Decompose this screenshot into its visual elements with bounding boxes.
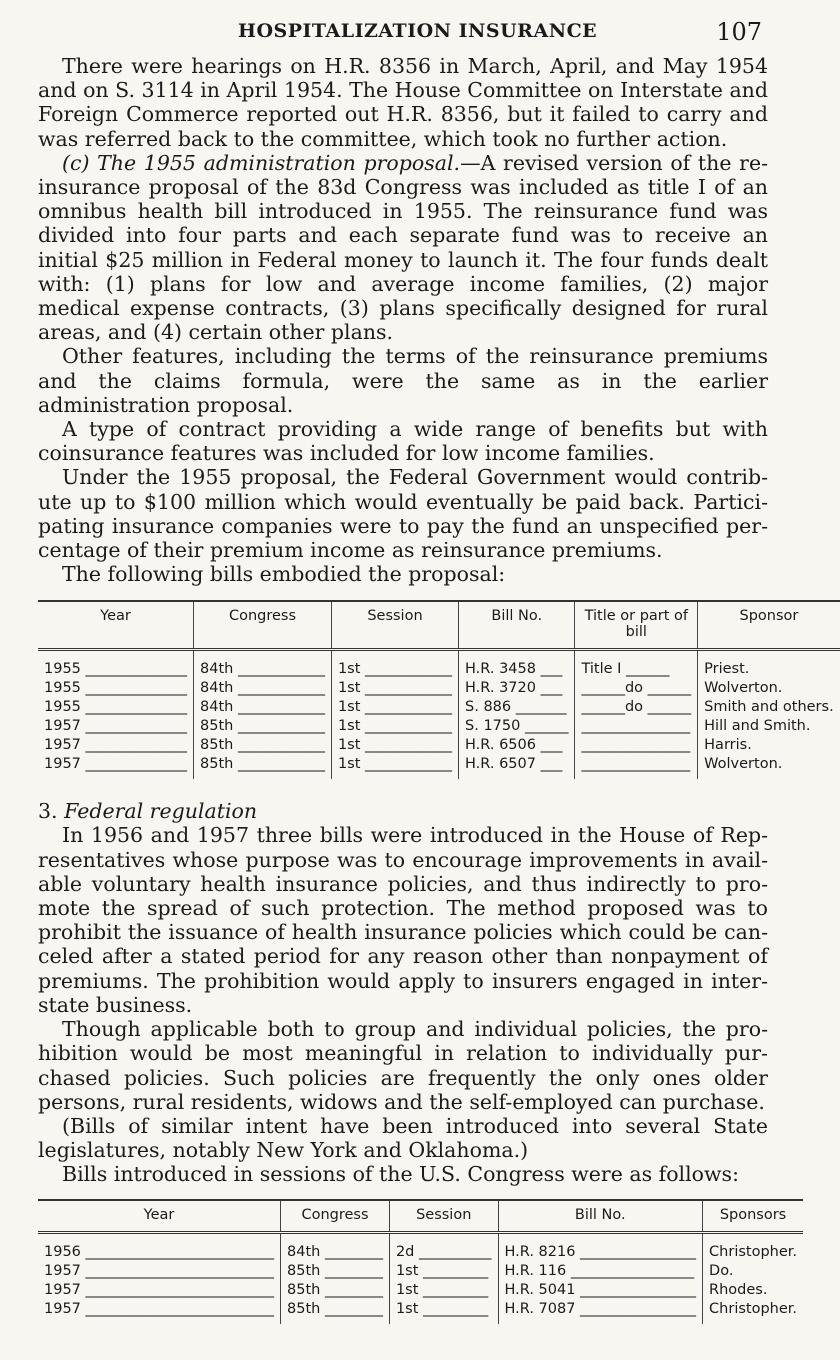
- cell-year: 1955 ______________: [44, 680, 188, 697]
- cell-bill-no: S. 886 _______: [459, 698, 575, 717]
- cell-bill-no: H.R. 3458 ___: [459, 650, 575, 680]
- col-congress: Congress: [194, 601, 332, 650]
- cell-sponsors: Rhodes.: [703, 1281, 803, 1300]
- paragraph-bills-introduced: Bills introduced in sessions of the U.S. Congress were as follows:: [62, 1162, 739, 1187]
- col-congress: Congress: [281, 1200, 390, 1233]
- cell-title: Title I ______: [575, 650, 698, 680]
- col-session: Session: [389, 1200, 498, 1233]
- cell-year: 1955 ______________: [44, 699, 188, 716]
- col-session: Session: [331, 601, 458, 650]
- cell-title: _______________: [575, 717, 698, 736]
- paragraph-federal-regulation: In 1956 and 1957 three bills were introduced in the House of Rep-resentatives whose purpose was to encourage improvements in avail-able voluntary health insurance policies, and thus indirectly to pro-mote the spread of such protection. The method proposed was to prohibit the issuance of health insurance policies which could be can-celed after a stated period for any reason other than nonpayment of premiums. The prohibition would apply to insurers engaged in inter-state business.: [38, 823, 768, 1017]
- cell-congress: 85th ____________: [194, 736, 332, 755]
- section-number: 3.: [38, 799, 58, 824]
- cell-year: 1957 __________________________: [44, 1262, 275, 1279]
- cell-year: 1956 __________________________: [44, 1243, 275, 1260]
- paragraph-federal-contribution: Under the 1955 proposal, the Federal Government would contrib-ute up to $100 million which would eventually be paid back. Partici-pating insurance companies were to pay the fund an unspecified per-centage of their premium income as reinsurance premiums.: [38, 465, 768, 563]
- cell-title: _______________: [575, 736, 698, 755]
- cell-session: 2d __________: [389, 1232, 498, 1262]
- cell-title: ______do ______: [575, 698, 698, 717]
- table-row: [38, 736, 840, 755]
- cell-sponsor: Harris.: [698, 736, 840, 755]
- paragraph-1955-proposal: [38, 151, 768, 345]
- table-row: [38, 1262, 803, 1281]
- cell-year: 1957 ______________: [44, 756, 188, 773]
- document-page: [38, 18, 834, 1324]
- table-row: [38, 1300, 803, 1324]
- cell-sponsor: Hill and Smith.: [698, 717, 840, 736]
- table-header-row: [38, 1200, 803, 1233]
- paragraph-contract-type: A type of contract providing a wide range of benefits but with coinsurance features was included for low income families.: [38, 417, 768, 466]
- cell-congress: 84th ____________: [194, 698, 332, 717]
- cell-congress: 85th ________: [281, 1262, 390, 1281]
- cell-session: 1st ____________: [331, 698, 458, 717]
- paragraph-hearings: There were hearings on H.R. 8356 in March, April, and May 1954 and on S. 3114 in April 1954. The House Committee on Interstate and Foreign Commerce reported out H.R. 8356, but it failed to carry and was referred back to the committee, which took no further action.: [38, 54, 768, 151]
- cell-session: 1st _________: [389, 1300, 498, 1324]
- cell-session: 1st _________: [389, 1262, 498, 1281]
- cell-bill-no: H.R. 6506 ___: [459, 736, 575, 755]
- paragraph-applicability: Though applicable both to group and individual policies, the pro-hibition would be most meaningful in relation to individually pur-chased policies. Such policies are frequently the only ones older persons, rural residents, widows and the self-employed can purchase.: [38, 1017, 768, 1114]
- page-number: 107: [716, 18, 762, 46]
- table-row: [38, 1232, 803, 1262]
- cell-session: 1st ____________: [331, 755, 458, 779]
- cell-bill-no: H.R. 7087 ________________: [498, 1300, 703, 1324]
- table-row: [38, 650, 840, 680]
- cell-session: 1st ____________: [331, 679, 458, 698]
- cell-sponsors: Christopher.: [703, 1300, 803, 1324]
- cell-sponsor: Wolverton.: [698, 755, 840, 779]
- cell-session: 1st ____________: [331, 736, 458, 755]
- cell-session: 1st ____________: [331, 650, 458, 680]
- cell-bill-no: H.R. 5041 ________________: [498, 1281, 703, 1300]
- cell-session: 1st ____________: [331, 717, 458, 736]
- cell-bill-no: H.R. 116 _________________: [498, 1262, 703, 1281]
- cell-title: ______do ______: [575, 679, 698, 698]
- table-row: [38, 717, 840, 736]
- cell-congress: 85th ____________: [194, 717, 332, 736]
- cell-bill-no: H.R. 8216 ________________: [498, 1232, 703, 1262]
- cell-congress: 85th ________: [281, 1300, 390, 1324]
- cell-year: 1957 ______________: [44, 737, 188, 754]
- cell-congress: 84th ____________: [194, 650, 332, 680]
- col-year: Year: [38, 1200, 281, 1233]
- cell-session: 1st _________: [389, 1281, 498, 1300]
- section-heading: [38, 799, 768, 823]
- bills-table-1956: [38, 1199, 803, 1324]
- paragraph-state-legislatures: (Bills of similar intent have been introduced into several State legislatures, notably New York and Oklahoma.): [38, 1113, 768, 1163]
- table-row: [38, 755, 840, 779]
- col-title: Title or part of bill: [575, 601, 698, 650]
- cell-congress: 84th ____________: [194, 679, 332, 698]
- cell-sponsors: Christopher.: [703, 1232, 803, 1262]
- col-sponsor: Sponsor: [698, 601, 840, 650]
- cell-bill-no: H.R. 3720 ___: [459, 679, 575, 698]
- col-bill-no: Bill No.: [459, 601, 575, 650]
- cell-year: 1955 ______________: [44, 661, 188, 678]
- running-head: HOSPITALIZATION INSURANCE: [238, 20, 598, 42]
- table-header-row: [38, 601, 840, 650]
- cell-congress: 84th ________: [281, 1232, 390, 1262]
- bills-table-1955: [38, 600, 840, 779]
- col-year: Year: [38, 601, 194, 650]
- cell-bill-no: S. 1750 ______: [459, 717, 575, 736]
- cell-sponsor: Priest.: [698, 650, 840, 680]
- subsection-label: (c) The 1955 administration proposal.: [62, 150, 461, 175]
- paragraph-other-features: Other features, including the terms of the reinsurance premiums and the claims formula, were the same as in the earlier administration proposal.: [38, 344, 768, 417]
- cell-sponsors: Do.: [703, 1262, 803, 1281]
- paragraph-bills-intro: The following bills embodied the proposal:: [62, 562, 506, 587]
- cell-sponsor: Smith and others.: [698, 698, 840, 717]
- cell-bill-no: H.R. 6507 ___: [459, 755, 575, 779]
- paragraph-text: —A revised version of the re-insurance proposal of the 83d Congress was included as title I of an omnibus health bill introduced in 1955. The reinsurance fund was divided into four parts and each separate fund was to receive an initial $25 million in Federal money to launch it. The four funds dealt with: (1) plans for low and average income families, (2) major medical expense contracts, (3) plans specifically designed for rural areas, and (4) certain other plans.: [38, 150, 768, 345]
- section-title: Federal regulation: [64, 799, 258, 824]
- col-bill-no: Bill No.: [498, 1200, 703, 1233]
- col-sponsors: Sponsors: [703, 1200, 803, 1233]
- cell-year: 1957 ______________: [44, 718, 188, 735]
- cell-congress: 85th ____________: [194, 755, 332, 779]
- cell-title: _______________: [575, 755, 698, 779]
- cell-congress: 85th ________: [281, 1281, 390, 1300]
- cell-year: 1957 __________________________: [44, 1300, 275, 1317]
- cell-year: 1957 __________________________: [44, 1281, 275, 1298]
- page-header: [38, 18, 768, 54]
- table-row: [38, 698, 840, 717]
- table-row: [38, 679, 840, 698]
- table-row: [38, 1281, 803, 1300]
- cell-sponsor: Wolverton.: [698, 679, 840, 698]
